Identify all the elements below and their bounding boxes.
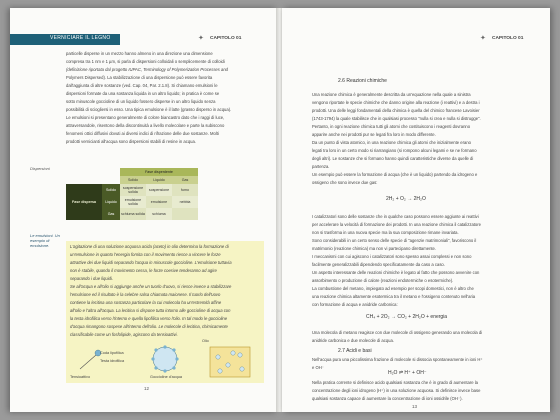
table-cell: fumo (172, 184, 198, 196)
paragraph-line: concentrazione degli ioni idrogeno (H⁺) in una soluzione acquosa. Si definisce invece base (312, 388, 481, 393)
droplet-icon (151, 345, 178, 372)
box-line: non è stabile, quando il movimento cessa, le forze coesive tenderanno ad agire (70, 268, 217, 273)
paragraph-line: I catalizzatori sono delle sostanze che in qualche caso possono essere aggiunte ai reattivi (312, 214, 479, 219)
box-line: all'olio e l'altra all'acqua. La lecitina si dispone tutta intorno alle goccioline di acqua con (70, 308, 231, 313)
paragraph-line: dall'aggiunta di altre sostanze (ved. Cap. 04, Par. 2.1.8). Si chiamano emulsioni le (66, 83, 218, 88)
table-col-header: Solido (120, 176, 146, 184)
paragraph-line: Le emulsioni si presentano generalmente di colore biancastro dato che i raggi di luce, (66, 115, 225, 120)
table-top-header: Fase disperdente (120, 168, 198, 176)
table-cell (172, 208, 198, 220)
emulsion-box (66, 241, 264, 383)
dispersion-table (66, 168, 198, 221)
paragraph-line: una reazione chimica altamente esotermica tra il metano e l'ossigeno contenuto nell'aria (312, 294, 476, 299)
paragraph-line: Nell'acqua pura una piccolissima frazione di molecole si dissocia spontaneamente in ioni H⁺ (312, 357, 483, 362)
paragraph-line: prodotti vernicianti all'acqua sono dispersioni stabili di resine in acqua. (66, 139, 196, 144)
equation: CH₄ + 2O₂ → CO₂ + 2H₂O + energia (366, 314, 448, 320)
table-row-header: Liquido (102, 196, 120, 208)
section-title: 2.6 Reazioni chimiche (338, 78, 387, 84)
paragraph-line: Un esempio può essere la formazione di acqua (che è un liquido) partendo da idrogeno e (312, 172, 478, 177)
paragraph-line: Da un punto di vista atomico, in una reazione chimica gli atomi che inizialmente erano (312, 140, 471, 145)
equation: 2H₂ + O₂ → 2H₂O (386, 196, 426, 202)
droplet-label: Goccioline d'acqua (150, 375, 182, 379)
paragraph-line: attraversandole, risentono della discontinuità a livello molecolare e parte la subiscono (66, 123, 225, 128)
table-cell: emulsione solida (120, 196, 146, 208)
paragraph-line: Una molecola di metano reagisce con due molecole di ossigeno generando una molecola di (312, 330, 483, 335)
box-line: separando i due liquidi. (70, 276, 114, 281)
chapter-icon: ✦ (480, 35, 486, 42)
paragraph-line: compresa tra 1 nm e 1 µm, si parla di dispersioni colloidali o semplicemente di colloidi (66, 59, 225, 64)
paragraph-line: prodotti. Una delle leggi fondamentali della chimica è quella del chimico francese Lavoisier (312, 108, 480, 113)
side-label-emulsioni: Le emulsioni. Un esempio di emulsione. (30, 233, 60, 248)
paragraph-line: particelle disperse in un mezzo hanno almeno in una direzione una dimensione (66, 51, 213, 56)
table-cell: sospensione (146, 184, 172, 196)
head-label: Testa idrofilica (100, 359, 125, 363)
paragraph-line: matrimonio (reazione chimica) ma non vi partecipano direttamente. (312, 246, 437, 251)
paragraph-line: (definizione riportata dal progetto IUPAC, Terminology of Polymerization Processes and (66, 67, 228, 72)
table-row-header: Solido (102, 184, 120, 196)
left-page (10, 8, 278, 412)
paragraph-line: fenomeni ottici diffusivi dovuti ai diversi indici di rifrazione delle due sostanze. Molti (66, 131, 219, 136)
box-line: d'acqua rimangono sospese all'interno dell'olio. Le molecole di lecitina, chimicamente (70, 324, 228, 329)
paragraph-line: qualsiasi sostanza capace di aumentare la concentrazione di ioni ossidrile (OH⁻). (312, 396, 463, 401)
paragraph-line: Pertanto, in ogni reazione chimica tutti gli atomi che costituiscono i reagenti dovranno (312, 124, 471, 129)
table-cell: nebbia (172, 196, 198, 208)
paragraph-line: Polymers Dispersed). La stabilizzazione di una dispersione può essere favorita (66, 75, 213, 80)
paragraph-line: dispersioni formate da una sostanza liquida in un altro liquido; in pratica è come se (66, 91, 220, 96)
chapter-icon: ✦ (198, 35, 204, 42)
table-row-group-label: Fase dispersa (66, 184, 102, 220)
paragraph-line: anidride carbonica e due molecole di acqua. (312, 338, 394, 343)
box-line: classificabile come un fosfolipide, agiscono da tensioattivi. (70, 332, 178, 337)
paragraph-line: La combustione del metano, impiegato ad esempio per scopi domestici, non è altro che (312, 286, 474, 291)
paragraph-line: facilmente generalizzabili dipendendo specificatamente da caso a caso. (312, 262, 445, 267)
paragraph-line: con formazione di acqua e anidride carbonica: (312, 302, 398, 307)
chapter-label: CAPITOLO 01 (492, 36, 524, 41)
section-title: 2.7 Acidi e basi (338, 348, 372, 354)
paragraph-line: assorbimento o produzione di calore (reazioni endotermiche o esotermiche). (312, 278, 454, 283)
box-line: un'emulsione in quanto l'energia fornita con il movimento riesce a vincere le forze (70, 252, 221, 257)
paragraph-line: possibilità di sciogliersi in esso. Una tipica emulsione è il latte (grasso disperso in acqua). (66, 107, 232, 112)
page-number-left: 12 (144, 386, 150, 391)
box-line: L'agitazione di una soluzione acquosa acida (aceto) in olio determina la formazione di (70, 244, 229, 249)
paragraph-line: ossigeno che sono invece due gas: (312, 180, 378, 185)
paragraph-line: Una reazione chimica è generalmente descritta da un'equazione nella quale a sinistra (312, 92, 471, 97)
chapter-label: CAPITOLO 01 (210, 36, 242, 41)
box-line: attrattive dei due liquidi separando l'acqua in minuscole goccioline. L'emulsione tuttavia (70, 260, 232, 265)
oil-container-icon (210, 347, 250, 377)
paragraph-line: e OH⁻ (312, 365, 324, 370)
paragraph-line: Nella pratica corrente si definisce acido qualsiasi sostanza che è in grado di aumentare la (312, 380, 478, 385)
right-page (282, 8, 550, 412)
paragraph-line: sotto minuscole goccioline di un liquido fossero disperse in un altro liquido senza (66, 99, 216, 104)
equation: H₂O ⇌ H⁺ + OH⁻ (388, 370, 427, 376)
paragraph-line: (1743-1794) la quale stabilisce che in qualsiasi processo "nulla si crea e nulla si distrugge". (312, 116, 481, 121)
oil-label: Olio (202, 339, 209, 343)
table-cell: sospensione solida (120, 184, 146, 196)
side-label-dispersioni: Dispersioni (30, 166, 50, 171)
paragraph-line: non si trasforma in una nuova specie ma la sua composizione rimane invariata. (312, 230, 459, 235)
paragraph-line: apparire anche nei prodotti pur se legati fra loro in modo differente. (312, 132, 436, 137)
paragraph-line: per accelerare la velocità di formazione dei prodotti. In una reazione chimica il catalizzatore (312, 222, 481, 227)
paragraph-line: I meccanismi con cui agiscono i catalizzatori sono spesso assai complessi e non sono (312, 254, 472, 259)
table-cell: schiuma solida (120, 208, 146, 220)
page-number-right: 13 (412, 404, 418, 409)
paragraph-line: Sono considerabili in un certo senso delle specie di "agenzie matrimoniali", favoriscono il (312, 238, 477, 243)
surfactant-label: Tensioattivo (70, 375, 91, 379)
paragraph-line: Un aspetto interessante delle reazioni chimiche è legato al fatto che possono avvenire con (312, 270, 480, 275)
paragraph-line: partenza. (312, 164, 330, 169)
paragraph-line: legati tra loro in un certo modo si riarrangiano (si rompono alcuni legami e se ne formano (312, 148, 477, 153)
table-cell: emulsione (146, 196, 172, 208)
box-line: Se all'acqua e all'olio si aggiunge anche un tuorlo d'uovo, si riesce invece a stabilizzare (70, 284, 232, 289)
box-line: contiene la lecitina una sostanza particolare la cui molecola ha un'estremità affine (70, 300, 222, 305)
box-line: l'emulsione ed il risultato è la celebre salsa chiamata maionese. Il tuorlo dell'uovo (70, 292, 221, 297)
header-title: VERNICIARE IL LEGNO (50, 35, 111, 41)
surfactant-icon (80, 350, 101, 369)
table-cell: schiuma (146, 208, 172, 220)
paragraph-line: vengono riportate le specie chimiche che danno origine alla reazione (i reattivi) e a destra i (312, 100, 480, 105)
table-row-header: Gas (102, 208, 120, 220)
table-col-header: Gas (172, 176, 198, 184)
paragraph-line: degli altri). Le sostanze che si formano hanno quindi caratteristiche diverse da quelle di (312, 156, 474, 161)
table-col-header: Liquido (146, 176, 172, 184)
tail-label: Coda lipofilica (100, 351, 124, 355)
box-line: la testa idrofilica verso l'interno e quella lipofilica verso l'olio. In tal modo le goccioline (70, 316, 228, 321)
